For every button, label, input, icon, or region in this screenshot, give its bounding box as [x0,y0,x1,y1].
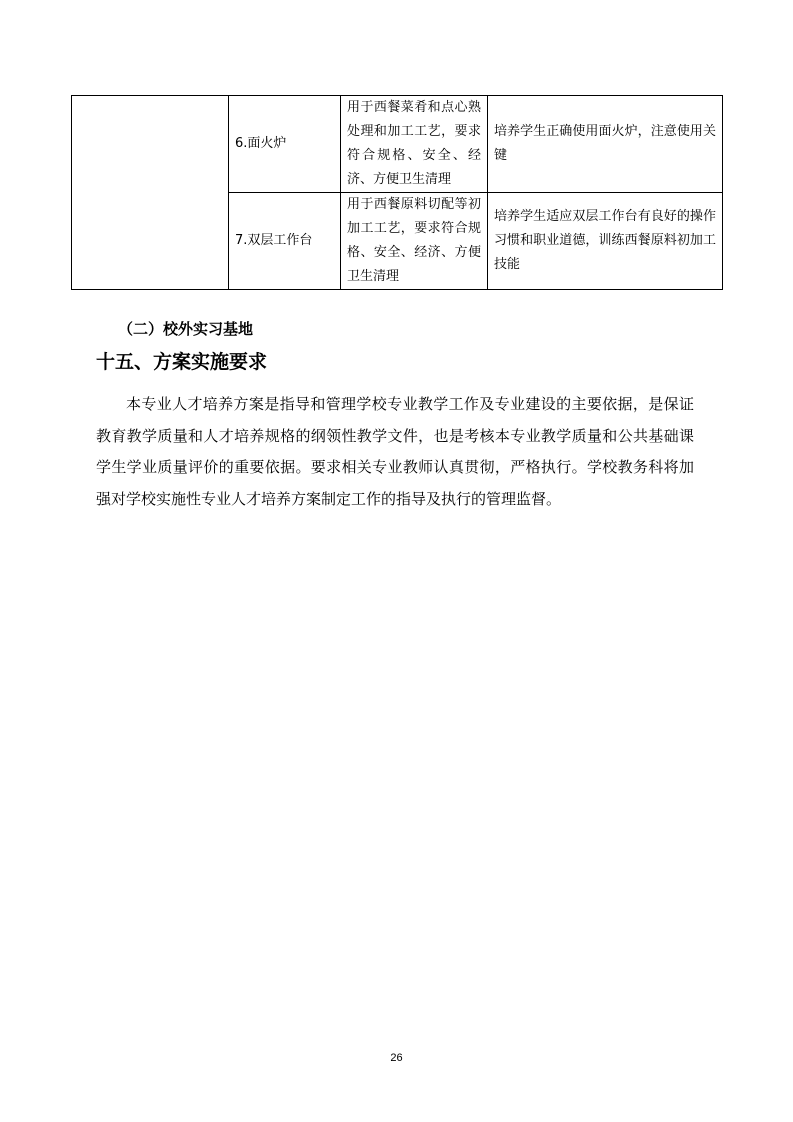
table-row [72,96,723,193]
equipment-table [71,95,723,290]
equipment-use: 用于西餐菜肴和点心熟处理和加工工艺，要求符合规格、安全、经济、方便卫生清理 [341,96,488,193]
equipment-name: 6.面火炉 [229,96,341,193]
page-number: 26 [390,1052,403,1064]
equipment-name: 7.双层工作台 [229,193,341,290]
equipment-use: 用于西餐原料切配等初加工工艺，要求符合规格、安全、经济、方便卫生清理 [341,193,488,290]
section-subheading: （二）校外实习基地 [118,320,254,338]
category-cell [72,96,229,290]
body-paragraph: 本专业人才培养方案是指导和管理学校专业教学工作及专业建设的主要依据，是保证教育教学质量和人才培养规格的纲领性教学文件，也是考核本专业教学质量和公共基础课学生学业质量评价的重要依据。要求相关专业教师认真贯彻，严格执行。学校教务科将加强对学校实施性专业人才培养方案制定工作的指导及执行的管理监督。 [96,395,694,508]
training-goal: 培养学生正确使用面火炉，注意使用关键 [488,96,723,193]
section-heading: 十五、方案实施要求 [96,351,268,373]
training-goal: 培养学生适应双层工作台有良好的操作习惯和职业道德，训练西餐原料初加工技能 [488,193,723,290]
